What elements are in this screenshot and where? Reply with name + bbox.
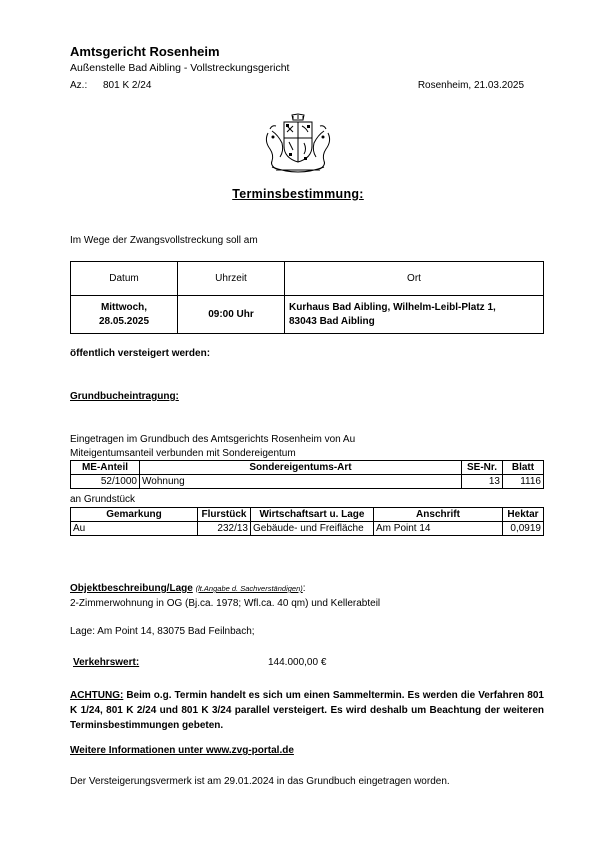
col-flurstueck: Flurstück [198,508,251,522]
appointment-location [285,296,544,334]
more-info-link[interactable]: Weitere Informationen unter www.zvg-portal.de [70,745,294,756]
hektar-value: 0,0919 [503,522,544,536]
attention-notice [70,688,544,733]
appointment-time: 09:00 Uhr [178,296,285,334]
col-me-anteil: ME-Anteil [71,461,140,475]
auction-statement: öffentlich versteigert werden: [70,348,211,359]
blatt-value: 1116 [503,475,544,489]
header-date: Datum [71,262,178,296]
col-gemarkung: Gemarkung [71,508,198,522]
attention-text: Beim o.g. Termin handelt es sich um einen Sammeltermin. Es werden die Verfahren 801 K 1/24, 801 K 2/24 und 801 K 3/24 parallel versteigert. Es wird deshalb um Beachtung der weiteren Terminsbestimmungen gebeten. [70,690,544,731]
appointment-date [71,296,178,334]
location-line-2: 83043 Bad Aibling [289,315,375,327]
case-number-value: 801 K 2/24 [103,80,152,91]
gemarkung-value: Au [71,522,198,536]
col-hektar: Hektar [503,508,544,522]
se-nr-value: 13 [462,475,503,489]
court-name: Amtsgericht Rosenheim [70,44,220,59]
ownership-share-table [70,460,544,489]
appointment-table [70,261,544,334]
attention-label: ACHTUNG: [70,690,124,701]
header-time: Uhrzeit [178,262,285,296]
col-blatt: Blatt [503,461,544,475]
object-heading-colon: : [302,583,306,594]
anschrift-value: Am Point 14 [374,522,503,536]
court-subtitle: Außenstelle Bad Aibling - Vollstreckungsgericht [70,62,290,74]
header-location: Ort [285,262,544,296]
object-heading-note: (lt.Angabe d. Sachverständigen) [195,584,303,593]
object-location: Lage: Am Point 14, 83075 Bad Feilnbach; [70,626,255,637]
me-anteil-value: 52/1000 [71,475,140,489]
object-description-heading [70,583,306,594]
place-date: Rosenheim, 21.03.2025 [417,80,524,91]
location-line-1: Kurhaus Bad Aibling, Wilhelm-Leibl-Platz 1, [289,301,496,313]
case-number-label: Az.: [70,80,88,91]
table-row [71,475,544,489]
object-heading-text: Objektbeschreibung/Lage [70,583,193,594]
col-anschrift: Anschrift [374,508,503,522]
object-description: 2-Zimmerwohnung in OG (Bj.ca. 1978; Wfl.ca. 40 qm) und Kellerabteil [70,598,381,609]
col-sondereigentum-art: Sondereigentums-Art [140,461,462,475]
table-row [71,522,544,536]
land-register-heading: Grundbucheintragung: [70,391,179,402]
document-title: Terminsbestimmung: [232,187,364,201]
intro-text: Im Wege der Zwangsvollstreckung soll am [70,235,258,246]
land-register-line-2: Miteigentumsanteil verbunden mit Sondereigentum [70,448,296,459]
bavarian-coat-of-arms-icon [262,113,334,175]
col-se-nr: SE-Nr. [462,461,503,475]
appointment-date-value: 28.05.2025 [98,315,150,327]
col-wirtschaftsart: Wirtschaftsart u. Lage [251,508,374,522]
market-value: 144.000,00 € [268,657,327,668]
appointment-weekday: Mittwoch, [100,301,148,313]
flurstueck-value: 232/13 [198,522,251,536]
wirtschaftsart-value: Gebäude- und Freifläche [251,522,374,536]
land-register-line-1: Eingetragen im Grundbuch des Amtsgerichts Rosenheim von Au [70,434,356,445]
sondereigentum-art-value: Wohnung [140,475,462,489]
parcel-label: an Grundstück [70,494,136,505]
auction-note: Der Versteigerungsvermerk ist am 29.01.2024 in das Grundbuch eingetragen worden. [70,776,450,787]
parcel-table [70,507,544,536]
market-value-label: Verkehrswert: [73,657,140,668]
